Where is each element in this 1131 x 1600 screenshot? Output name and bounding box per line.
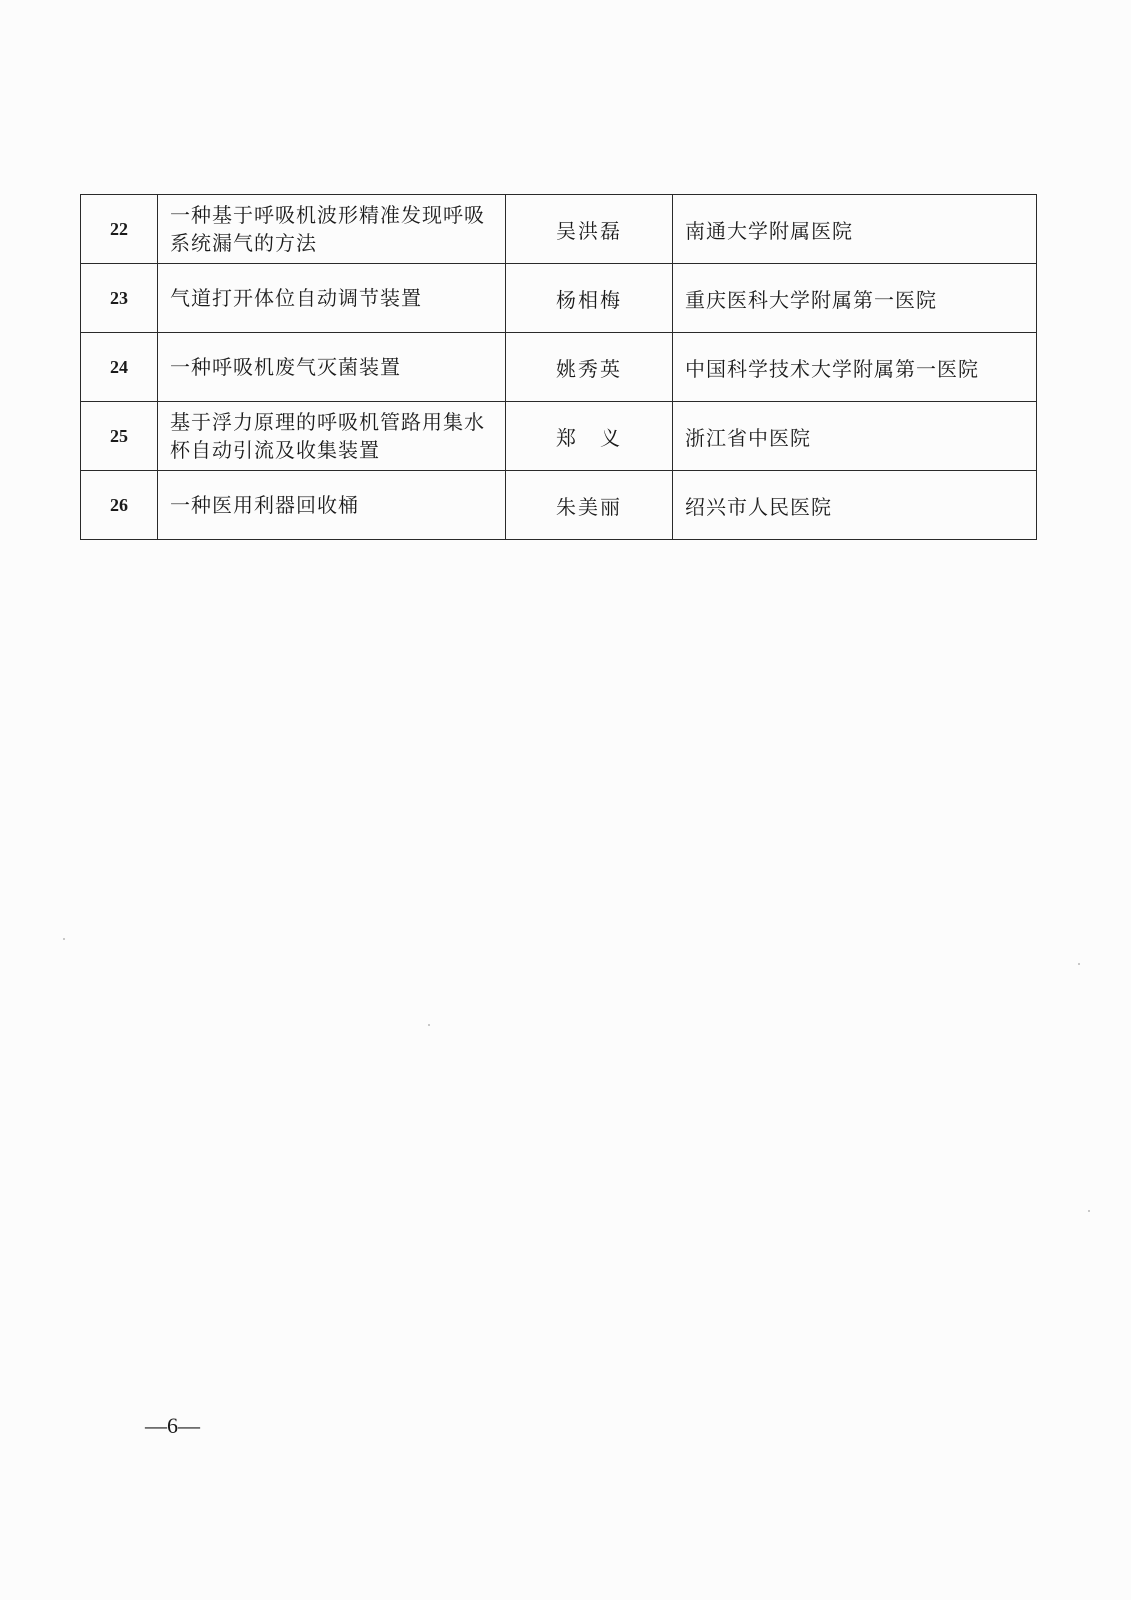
table-row — [81, 264, 1037, 333]
table-row — [81, 333, 1037, 402]
invention-title: 气道打开体位自动调节装置 — [158, 264, 506, 333]
table-row — [81, 471, 1037, 540]
award-table — [80, 194, 1037, 540]
scan-speck — [1088, 1210, 1090, 1212]
invention-title: 一种呼吸机废气灭菌装置 — [158, 333, 506, 402]
organization: 绍兴市人民医院 — [673, 471, 1037, 540]
invention-title: 一种医用利器回收桶 — [158, 471, 506, 540]
organization: 浙江省中医院 — [673, 402, 1037, 471]
row-number: 24 — [81, 333, 158, 402]
scan-speck — [1078, 963, 1080, 965]
invention-title: 一种基于呼吸机波形精准发现呼吸系统漏气的方法 — [158, 195, 506, 264]
table-row — [81, 402, 1037, 471]
organization: 南通大学附属医院 — [673, 195, 1037, 264]
row-number: 26 — [81, 471, 158, 540]
row-number: 23 — [81, 264, 158, 333]
row-number: 25 — [81, 402, 158, 471]
page-number: —6— — [145, 1413, 200, 1438]
table-row — [81, 195, 1037, 264]
inventor-name: 吴洪磊 — [506, 195, 673, 264]
invention-title: 基于浮力原理的呼吸机管路用集水杯自动引流及收集装置 — [158, 402, 506, 471]
scan-speck — [428, 1024, 430, 1026]
inventor-name: 郑 义 — [506, 402, 673, 471]
inventor-name: 朱美丽 — [506, 471, 673, 540]
inventor-name: 姚秀英 — [506, 333, 673, 402]
inventor-name: 杨相梅 — [506, 264, 673, 333]
row-number: 22 — [81, 195, 158, 264]
scan-speck — [63, 938, 65, 940]
organization: 中国科学技术大学附属第一医院 — [673, 333, 1037, 402]
organization: 重庆医科大学附属第一医院 — [673, 264, 1037, 333]
